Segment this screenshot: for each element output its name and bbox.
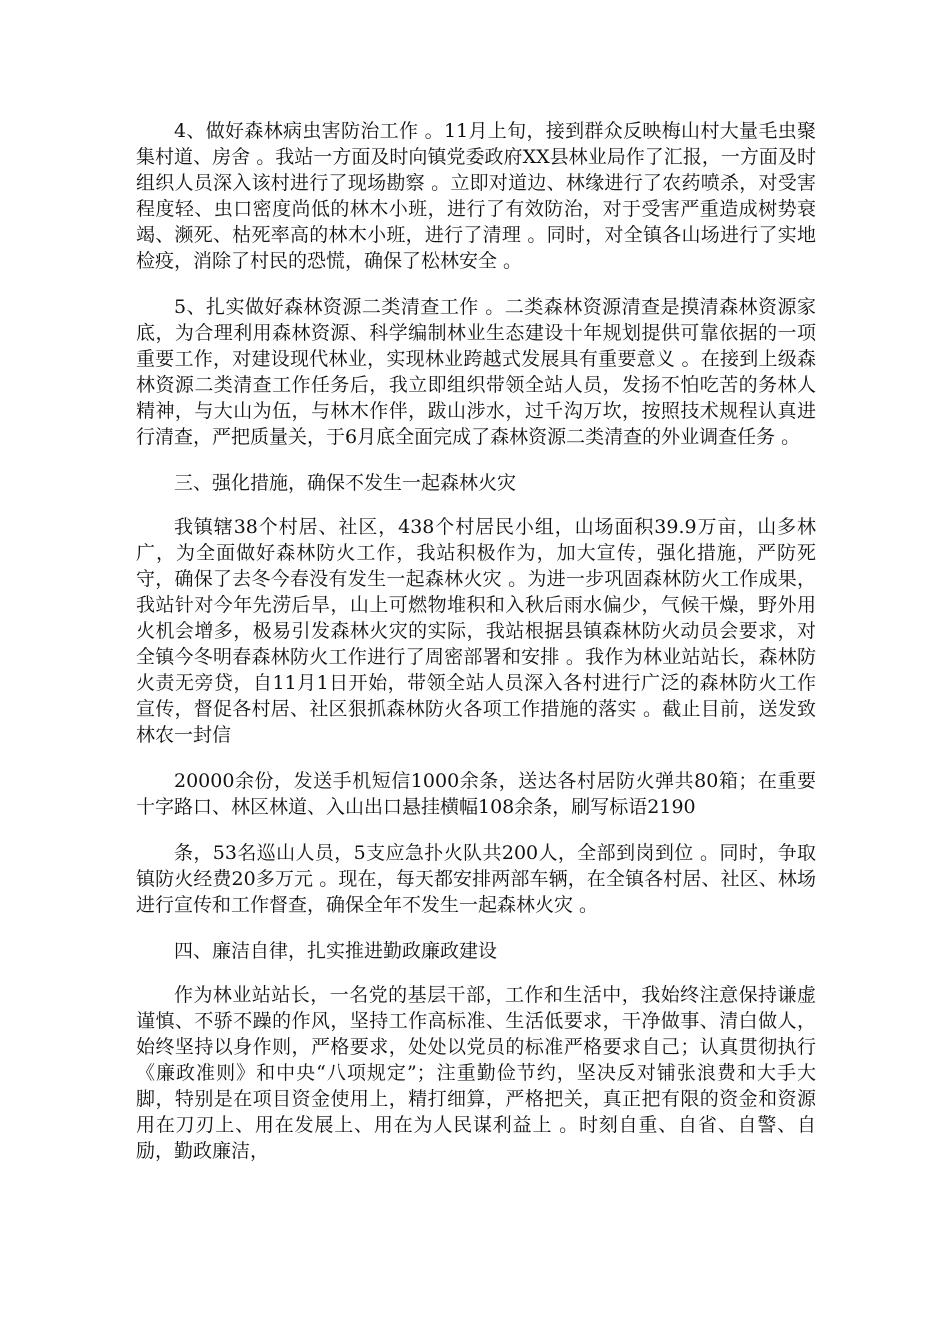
- paragraph-fire-prevention-staff: 条，53名巡山人员，5支应急扑火队共200人，全部到岗到位 。同时，争取镇防火经费20多万元 。现在，每天都安排两部车辆，在全镇各村居、社区、林场进行宣传和工作督查，确保全年不发生一起森林火灾 。: [136, 842, 816, 916]
- paragraph-fire-prevention: 我镇辖38个村居、社区，438个村居民小组，山场面积39.9万亩，山多林广，为全面做好森林防火工作，我站积极作为，加大宣传，强化措施，严防死守，确保了去冬今春没有发生一起森林火灾 。为进一步巩固森林防火工作成果，我站针对今年先涝后旱，山上可燃物堆积和入秋后雨水偏少，气候干燥，野外用火机会增多，极易引发森林火灾的实际，我站根据县镇森林防火动员会要求，对全镇今冬明春森林防火工作进行了周密部署和安排 。我作为林业站站长，森林防火责无旁贷，自11月1日开始，带领全站人员深入各村进行广泛的森林防火工作宣传，督促各村居、社区狠抓森林防火各项工作措施的落实 。截止目前，送发致林农一封信: [136, 516, 816, 746]
- paragraph-integrity: 作为林业站站长，一名党的基层干部，工作和生活中，我始终注意保持谦虚谨慎、不骄不躁的作风，坚持工作高标准、生活低要求，干净做事、清白做人，始终坚持以身作则，严格要求，处处以党员的标准严格要求自己；认真贯彻执行《廉政准则》和中央“八项规定”；注重勤俭节约，坚决反对铺张浪费和大手大脚，特别是在项目资金使用上，精打细算，严格把关，真正把有限的资金和资源用在刀刃上、用在发展上、用在为人民谋利益上 。时刻自重、自省、自警、自励，勤政廉洁，: [136, 984, 816, 1162]
- document-body: [136, 118, 816, 1184]
- paragraph-fire-prevention-stats: 20000余份，发送手机短信1000余条，送达各村居防火弹共80箱；在重要十字路口、林区林道、入山出口悬挂横幅108余条，刷写标语2190: [136, 770, 816, 818]
- paragraph-resource-survey: 5、扎实做好森林资源二类清查工作 。二类森林资源清查是摸清森林资源家底，为合理利用森林资源、科学编制林业生态建设十年规划提供可靠依据的一项重要工作，对建设现代林业，实现林业跨越式发展具有重要意义 。在接到上级森林资源二类清查工作任务后，我立即组织带领全站人员，发扬不怕吃苦的务林人精神，与大山为伍，与林木作伴，跋山涉水，过千沟万坎，按照技术规程认真进行清查，严把质量关，于6月底全面完成了森林资源二类清查的外业调查任务 。: [136, 296, 816, 448]
- section-heading-fire-prevention: 三、强化措施，确保不发生一起森林火灾: [174, 472, 517, 494]
- section-heading-integrity: 四、廉洁自律，扎实推进勤政廉政建设: [174, 940, 498, 962]
- paragraph-pest-control: 4、做好森林病虫害防治工作 。11月上旬，接到群众反映梅山村大量毛虫聚集村道、房舍 。我站一方面及时向镇党委政府XX县林业局作了汇报，一方面及时组织人员深入该村进行了现场勘察 。立即对道边、林缘进行了农药喷杀，对受害程度轻、虫口密度尚低的林木小班，进行了有效防治，对于受害严重造成树势衰竭、濒死、枯死率高的林木小班，进行了清理 。同时，对全镇各山场进行了实地检疫，消除了村民的恐慌，确保了松林安全 。: [136, 120, 816, 272]
